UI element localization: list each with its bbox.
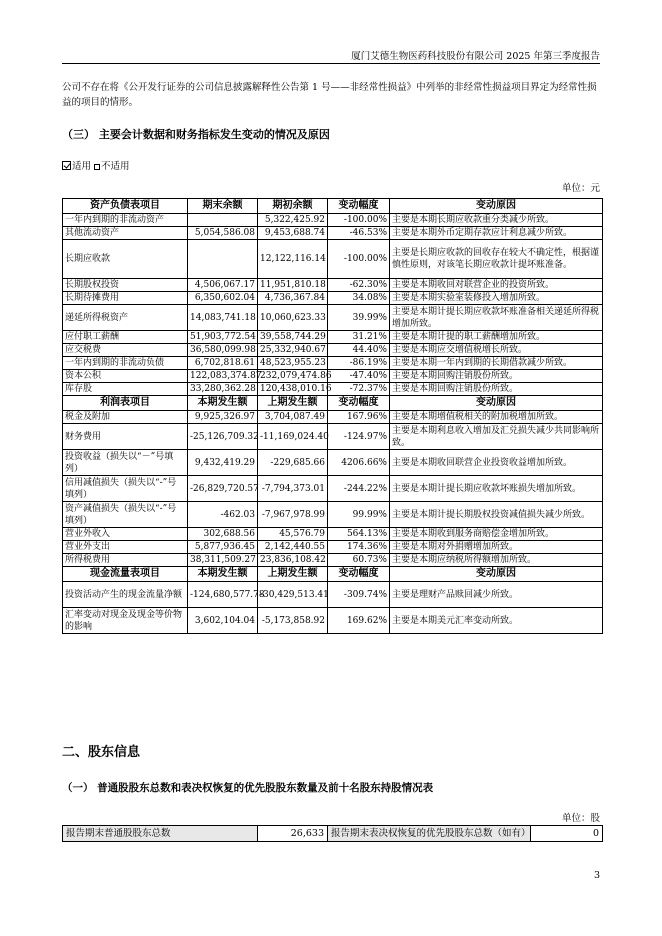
prior-value: 3,704,087.49 [258, 411, 328, 424]
table-row [63, 227, 603, 240]
change-rate: -47.40% [328, 370, 390, 383]
cashflow-header-cell: 变动幅度 [328, 567, 390, 582]
item-name: 投资活动产生的现金流量净额 [63, 582, 188, 608]
table-row [63, 279, 603, 292]
current-value: 5,054,586.08 [188, 227, 258, 240]
change-rate: -124.97% [328, 424, 390, 450]
change-rate: -46.53% [328, 227, 390, 240]
change-reason: 主要是本期收回联营企业投资收益增加所致。 [390, 450, 603, 476]
current-value: -124,680,577.78 [188, 582, 258, 608]
change-reason: 主要是本期外币定期存款应计利息减少所致。 [390, 227, 603, 240]
change-reason: 主要是本期收到服务商赔偿金增加所致。 [390, 528, 603, 541]
change-rate: -86.19% [328, 357, 390, 370]
current-value: 5,877,936.45 [188, 541, 258, 554]
prior-value: 9,453,688.74 [258, 227, 328, 240]
current-value: 6,350,602.04 [188, 292, 258, 305]
item-name: 所得税费用 [63, 554, 188, 567]
not-applicable-label: 不适用 [101, 161, 130, 172]
item-name: 资产减值损失（损失以“-”号填列） [63, 502, 188, 528]
item-name: 一年内到期的非流动资产 [63, 214, 188, 227]
item-name: 投资收益（损失以“－”号填列） [63, 450, 188, 476]
unit-label: 单位：元 [561, 183, 600, 194]
change-reason: 主要是本期收回对联营企业的投资所致。 [390, 279, 603, 292]
table-row [63, 305, 603, 331]
item-name: 财务费用 [63, 424, 188, 450]
change-reason: 主要是本期实验室装修投入增加所致。 [390, 292, 603, 305]
change-reason: 主要是本期一年内到期的长期借款减少所致。 [390, 357, 603, 370]
current-value: 9,432,419.29 [188, 450, 258, 476]
change-rate: 44.40% [328, 344, 390, 357]
current-value: 51,903,772.54 [188, 331, 258, 344]
balance-header-cell: 变动原因 [390, 199, 603, 214]
prior-value: 45,576.79 [258, 528, 328, 541]
current-value: -26,829,720.57 [188, 476, 258, 502]
change-reason: 主要是本期回购注销股份所致。 [390, 370, 603, 383]
change-reason: 主要是本期应交增值税增长所致。 [390, 344, 603, 357]
table-row [63, 411, 603, 424]
change-rate: 99.99% [328, 502, 390, 528]
prior-value: -5,173,858.92 [258, 608, 328, 634]
item-name: 营业外收入 [63, 528, 188, 541]
change-rate: -244.22% [328, 476, 390, 502]
cashflow-header-cell: 上期发生额 [258, 567, 328, 582]
item-name: 长期待摊费用 [63, 292, 188, 305]
shares-unit-label: 单位：股 [561, 813, 600, 824]
balance-header-cell: 期末余额 [188, 199, 258, 214]
change-rate: -309.74% [328, 582, 390, 608]
change-rate: 167.96% [328, 411, 390, 424]
header-divider [62, 63, 600, 64]
change-rate: -62.30% [328, 279, 390, 292]
item-name: 资本公积 [63, 370, 188, 383]
cashflow-header-cell: 本期发生额 [188, 567, 258, 582]
cashflow-header-row [63, 567, 603, 582]
change-reason: 主要是本期计提长期股权投资减值损失减少所致。 [390, 502, 603, 528]
change-rate: -100.00% [328, 214, 390, 227]
current-value: 14,083,741.18 [188, 305, 258, 331]
change-rate: 564.13% [328, 528, 390, 541]
change-reason: 主要是本期回购注销股份所致。 [390, 383, 603, 396]
income-header-cell: 利润表项目 [63, 396, 188, 411]
table-row [63, 424, 603, 450]
income-header-cell: 变动原因 [390, 396, 603, 411]
item-name: 信用减值损失（损失以“-”号填列） [63, 476, 188, 502]
table-row [63, 370, 603, 383]
current-value [188, 240, 258, 279]
current-value: -25,126,709.32 [188, 424, 258, 450]
income-header-cell: 上期发生额 [258, 396, 328, 411]
current-value: -462.03 [188, 502, 258, 528]
change-reason: 主要是理财产品赎回减少所致。 [390, 582, 603, 608]
current-value: 38,311,509.27 [188, 554, 258, 567]
current-value: 122,083,374.87 [188, 370, 258, 383]
common-shareholders-label: 报告期末普通股股东总数 [63, 826, 258, 842]
change-reason: 主要是本期利息收入增加及汇兑损失减少共同影响所致。 [390, 424, 603, 450]
item-name: 营业外支出 [63, 541, 188, 554]
balance-header-cell: 资产负债表项目 [63, 199, 188, 214]
prior-value: 2,142,440.55 [258, 541, 328, 554]
change-reason: 主要是长期应收款的回收存在较大不确定性，根据谨慎性原则，对该笔长期应收款计提坏账准备。 [390, 240, 603, 279]
prior-value: 25,332,940.67 [258, 344, 328, 357]
change-rate: 4206.66% [328, 450, 390, 476]
change-reason: 主要是本期计提长期应收款坏账准备相关递延所得税增加所致。 [390, 305, 603, 331]
change-rate: 39.99% [328, 305, 390, 331]
prior-value: 120,438,010.16 [258, 383, 328, 396]
prior-value: 5,322,425.92 [258, 214, 328, 227]
item-name: 长期应收款 [63, 240, 188, 279]
change-reason: 主要是本期长期应收款重分类减少所致。 [390, 214, 603, 227]
item-name: 其他流动资产 [63, 227, 188, 240]
preferred-shareholders-value: 0 [531, 826, 603, 842]
shareholder-count-table [62, 825, 603, 842]
current-value: 4,506,067.17 [188, 279, 258, 292]
change-rate: -100.00% [328, 240, 390, 279]
change-reason: 主要是本期应纳税所得额增加所致。 [390, 554, 603, 567]
current-value: 36,580,099.98 [188, 344, 258, 357]
checked-box-icon [62, 161, 71, 170]
prior-value: -229,685.66 [258, 450, 328, 476]
prior-value: 11,951,810.18 [258, 279, 328, 292]
item-name: 应付职工薪酬 [63, 331, 188, 344]
income-header-cell: 本期发生额 [188, 396, 258, 411]
change-reason: 主要是本期美元汇率变动所致。 [390, 608, 603, 634]
prior-value: -7,794,373.01 [258, 476, 328, 502]
balance-header-cell: 变动幅度 [328, 199, 390, 214]
prior-value: 48,523,955.23 [258, 357, 328, 370]
income-header-cell: 变动幅度 [328, 396, 390, 411]
prior-value: -30,429,513.41 [258, 582, 328, 608]
current-value: 3,602,104.04 [188, 608, 258, 634]
page-number: 3 [593, 870, 600, 881]
prior-value: 232,079,474.86 [258, 370, 328, 383]
item-name: 递延所得税资产 [63, 305, 188, 331]
change-reason: 主要是本期计提长期应收款坏账损失增加所致。 [390, 476, 603, 502]
change-rate: 174.36% [328, 541, 390, 554]
current-value: 33,280,362.28 [188, 383, 258, 396]
table-row [63, 608, 603, 634]
unchecked-box-icon [94, 164, 100, 170]
table-row [63, 582, 603, 608]
common-shareholders-value: 26,633 [258, 826, 328, 842]
balance-header-cell: 期初余额 [258, 199, 328, 214]
item-name: 汇率变动对现金及现金等价物的影响 [63, 608, 188, 634]
section-3-title: （三） 主要会计数据和财务指标发生变动的情况及原因 [62, 128, 330, 141]
change-reason: 主要是本期对外捐赠增加所致。 [390, 541, 603, 554]
change-rate: 60.73% [328, 554, 390, 567]
prior-value: 10,060,623.33 [258, 305, 328, 331]
current-value: 6,702,818.61 [188, 357, 258, 370]
table-row [63, 344, 603, 357]
shareholder-section-title: 二、股东信息 [62, 745, 141, 760]
current-value: 9,925,326.97 [188, 411, 258, 424]
prior-value: -11,169,024.40 [258, 424, 328, 450]
balance-header-row [63, 199, 603, 214]
table-row [63, 502, 603, 528]
table-row [63, 476, 603, 502]
item-name: 一年内到期的非流动负债 [63, 357, 188, 370]
prior-value: 39,558,744.29 [258, 331, 328, 344]
applicability [62, 158, 130, 172]
intro-paragraph: 公司不存在将《公开发行证券的公司信息披露解释性公告第 1 号——非经常性损益》中列举的非经常性损益项目界定为经常性损益的项目的情形。 [62, 82, 597, 108]
applicable-label: 适用 [72, 161, 92, 172]
item-name: 税金及附加 [63, 411, 188, 424]
table-row [63, 450, 603, 476]
table-row [63, 292, 603, 305]
table-row [63, 331, 603, 344]
income-header-row [63, 396, 603, 411]
table-row [63, 554, 603, 567]
current-value [188, 214, 258, 227]
table-row [63, 240, 603, 279]
prior-value: 23,836,108.42 [258, 554, 328, 567]
prior-value: 4,736,367.84 [258, 292, 328, 305]
change-rate: 34.08% [328, 292, 390, 305]
item-name: 长期股权投资 [63, 279, 188, 292]
table-row [63, 528, 603, 541]
prior-value: 12,122,116.14 [258, 240, 328, 279]
change-rate: 31.21% [328, 331, 390, 344]
change-reason: 主要是本期计提的职工薪酬增加所致。 [390, 331, 603, 344]
table-row [63, 357, 603, 370]
table-row [63, 383, 603, 396]
change-reason: 主要是本期增值税相关的附加税增加所致。 [390, 411, 603, 424]
shareholder-subsection-title: （一） 普通股股东总数和表决权恢复的优先股股东数量及前十名股东持股情况表 [62, 782, 434, 794]
current-value: 302,688.56 [188, 528, 258, 541]
table-row [63, 541, 603, 554]
item-name: 库存股 [63, 383, 188, 396]
preferred-shareholders-label: 报告期末表决权恢复的优先股股东总数（如有） [328, 826, 531, 842]
cashflow-header-cell: 现金流量表项目 [63, 567, 188, 582]
change-rate: -72.37% [328, 383, 390, 396]
cashflow-header-cell: 变动原因 [390, 567, 603, 582]
financial-changes-table [62, 198, 603, 634]
table-row [63, 214, 603, 227]
report-header: 厦门艾德生物医药科技股份有限公司 2025 年第三季度报告 [351, 51, 600, 62]
change-rate: 169.62% [328, 608, 390, 634]
item-name: 应交税费 [63, 344, 188, 357]
prior-value: -7,967,978.99 [258, 502, 328, 528]
